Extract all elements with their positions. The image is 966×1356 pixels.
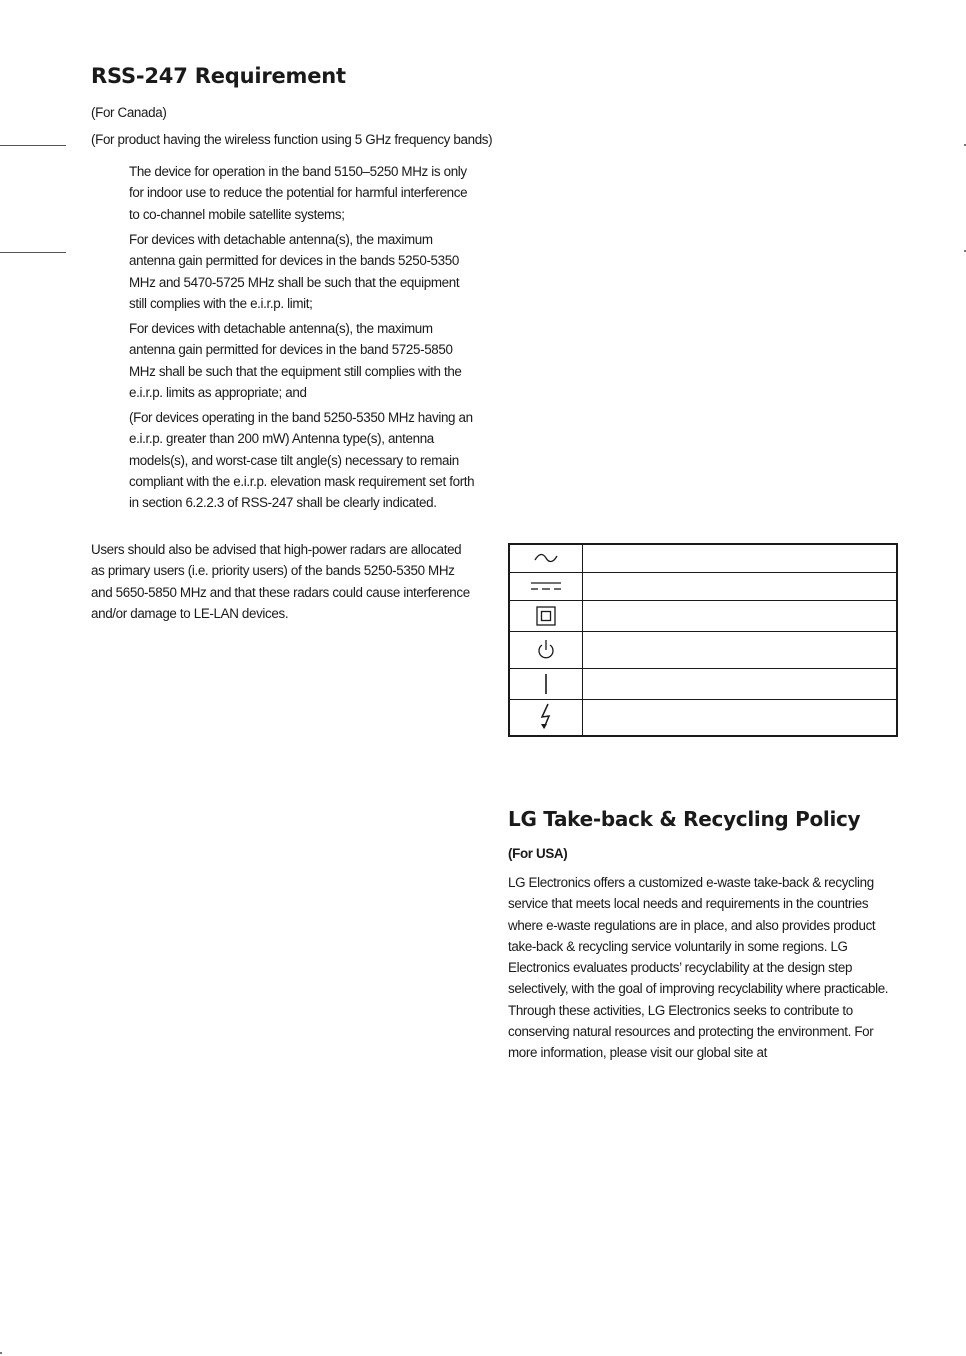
rss-for-canada bbox=[91, 102, 491, 123]
lg-body-text: LG Electronics offers a customized e-waste take-back & recycling service that meets local needs and requirements in the countries where e-waste regulations are in place, and also provides product take-back & recycling service voluntarily in some regions. LG Electronics evaluates products’ recyclability at the design step selectively, with the goal of improving recyclability where practicable. Through these activities, LG Electronics seeks to contribute to conserving natural resources and protecting the environment. For more information, please visit our global site at bbox=[508, 875, 889, 1061]
symbol-description bbox=[583, 572, 898, 600]
class-ii-equipment-icon bbox=[536, 606, 556, 626]
rss-title: RSS-247 Requirement bbox=[91, 64, 346, 88]
list-item: For devices with detachable antenna(s), the maximum antenna gain permitted for devices in the band 5725-5850 MHz shall be such that the equipment still complies with the e.i.r.p. limits as appropriate; and bbox=[129, 321, 462, 400]
rss-for-product bbox=[91, 129, 491, 150]
alternating-current-icon bbox=[533, 552, 559, 564]
dangerous-voltage-icon bbox=[538, 703, 554, 731]
edge-mark bbox=[0, 1352, 2, 1354]
lg-title: LG Take-back & Recycling Policy bbox=[508, 807, 861, 831]
symbol-description bbox=[583, 699, 898, 736]
symbol-cell bbox=[509, 699, 583, 736]
table-row bbox=[509, 572, 897, 600]
symbol-description bbox=[583, 544, 898, 572]
direct-current-icon bbox=[530, 580, 562, 592]
symbol-description bbox=[583, 668, 898, 699]
list-item: For devices with detachable antenna(s), the maximum antenna gain permitted for devices in the bands 5250-5350 MHz and 5470-5725 MHz shall be such that the equipment still complies with the e.i.r.p. limit; bbox=[129, 232, 460, 311]
symbol-cell bbox=[509, 631, 583, 668]
symbol-cell bbox=[509, 600, 583, 631]
standby-icon bbox=[536, 639, 556, 661]
margin-rule-bottom bbox=[0, 252, 66, 253]
rss-requirements-list bbox=[129, 161, 477, 515]
symbol-description bbox=[583, 600, 898, 631]
table-row bbox=[509, 600, 897, 631]
list-item: The device for operation in the band 5150–5250 MHz is only for indoor use to reduce the potential for harmful interference to co-channel mobile satellite systems; bbox=[129, 164, 468, 222]
symbol-cell bbox=[509, 572, 583, 600]
lg-for-usa: (For USA) bbox=[508, 846, 568, 861]
for-product-label: (For product having the wireless function using 5 GHz frequency bands) bbox=[91, 132, 493, 147]
table-row bbox=[509, 544, 897, 572]
table-row bbox=[509, 631, 897, 668]
lg-body bbox=[508, 872, 900, 1064]
symbol-cell bbox=[509, 544, 583, 572]
table-row bbox=[509, 668, 897, 699]
margin-rule-top bbox=[0, 145, 66, 146]
table-row bbox=[509, 699, 897, 736]
for-canada-label: (For Canada) bbox=[91, 105, 167, 120]
symbol-description bbox=[583, 631, 898, 668]
list-item: (For devices operating in the band 5250-5350 MHz having an e.i.r.p. greater than 200 mW) Antenna type(s), antenna models(s), and worst-case tilt angle(s) necessary to remain compliant with the e.i.r.p. elevation mask requirement set forth in section 6.2.2.3 of RSS-247 shall be clearly indicated. bbox=[129, 410, 475, 511]
users-note-text: Users should also be advised that high-power radars are allocated as primary users (i.e. priority users) of the bands 5250-5350 MHz and 5650-5850 MHz and that these radars could cause interference and/or damage to LE-LAN devices. bbox=[91, 542, 470, 621]
rss-users-note bbox=[91, 539, 475, 624]
power-on-icon bbox=[543, 673, 549, 695]
symbols-table bbox=[508, 543, 898, 737]
symbol-cell bbox=[509, 668, 583, 699]
